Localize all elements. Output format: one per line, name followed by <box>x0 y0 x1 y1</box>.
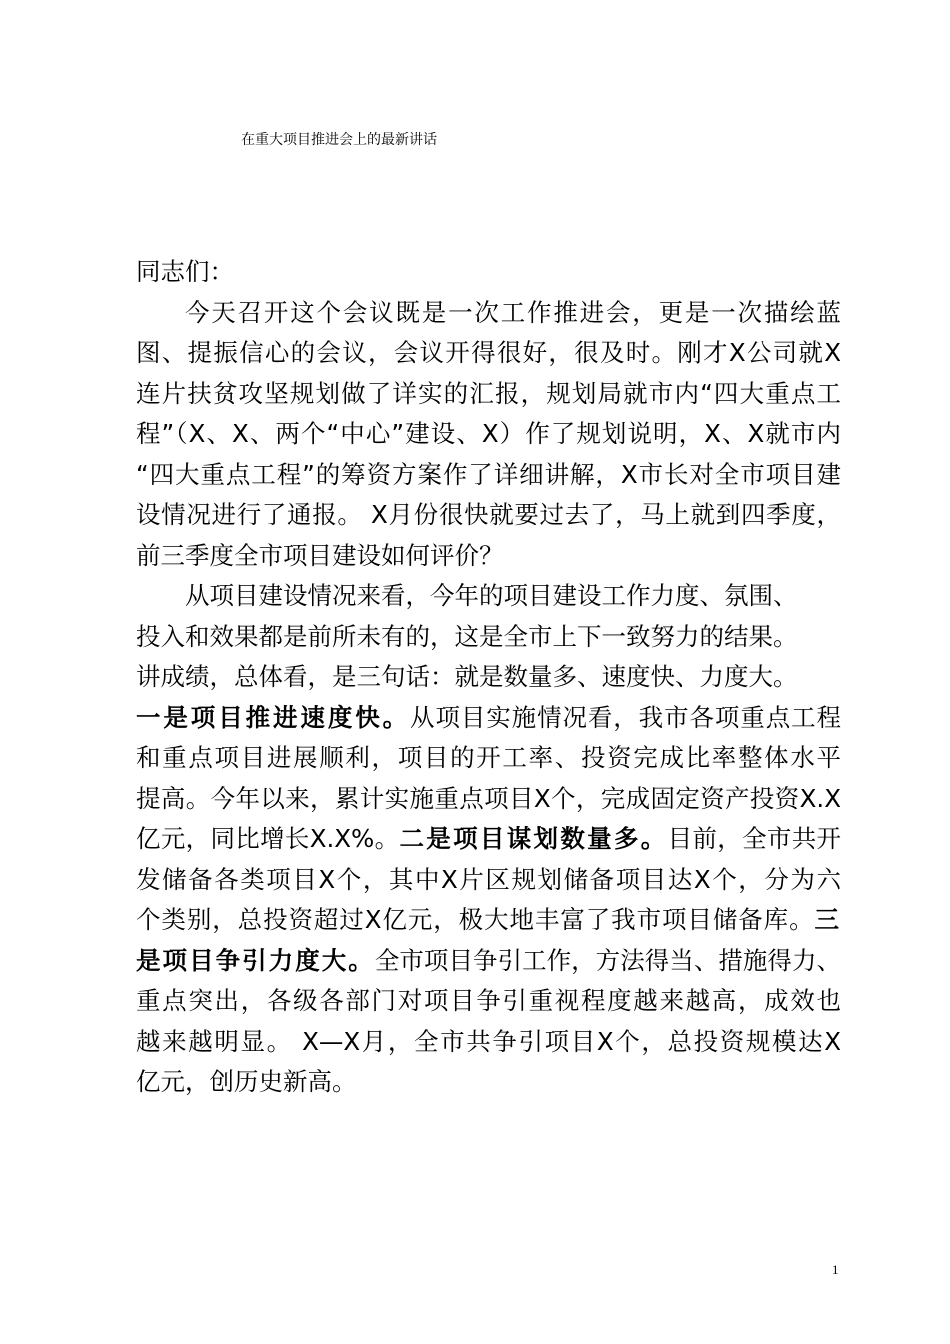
line-text: 亿元，创历史新高。 <box>136 1067 357 1096</box>
page-number: 1 <box>832 1262 839 1277</box>
line-text: 同志们： <box>136 257 234 286</box>
paragraph-line <box>136 779 841 820</box>
paragraph-line <box>136 1022 841 1063</box>
line-text: 重点突出，各级各部门对项目争引重视程度越来越高，成效也 <box>136 986 841 1015</box>
line-text: 目前，全市共开 <box>667 824 842 853</box>
line-text: 提高。今年以来，累计实施重点项目X个，完成固定资产投资X.X <box>136 783 841 813</box>
paragraph-line <box>136 1062 841 1103</box>
line-text: 从项目建设情况来看，今年的项目建设工作力度、氛围、 <box>185 581 798 610</box>
line-text: 个类别，总投资超过X亿元，极大地丰富了我市项目储备库。 <box>136 905 815 934</box>
paragraph-line <box>136 819 841 860</box>
line-text: “四大重点工程”的筹资方案作了详细讲解，X市长对全市项目建 <box>136 459 841 489</box>
paragraph-line <box>136 738 841 779</box>
line-text: 设情况进行了通报。 X月份很快就要过去了，马上就到四季度， <box>136 500 841 529</box>
line-text: 程”（X、X、两个“中心”建设、X）作了规划说明，X、X就市内 <box>136 419 841 448</box>
paragraph-line <box>136 900 841 941</box>
line-text: 投入和效果都是前所未有的，这是全市上下一致努力的结果。 <box>136 621 798 651</box>
paragraph-line <box>136 617 841 658</box>
emphasis-heading: 是项目争引力度大。 <box>136 945 375 975</box>
paragraph-line <box>136 576 841 617</box>
paragraph-line <box>136 293 841 334</box>
line-text: 讲成绩，总体看，是三句话：就是数量多、速度快、力度大。 <box>136 662 798 691</box>
line-text: 连片扶贫攻坚规划做了详实的汇报，规划局就市内“四大重点工 <box>136 378 841 408</box>
line-text: 亿元，同比增长X.X%。 <box>136 824 400 853</box>
emphasis-heading: 三 <box>814 905 841 934</box>
paragraph-line <box>136 495 841 536</box>
emphasis-heading: 一是项目推进速度快。 <box>136 702 411 732</box>
line-text: 从项目实施情况看，我市各项重点工程 <box>410 702 842 732</box>
emphasis-heading: 二是项目谋划数量多。 <box>399 824 668 853</box>
greeting-line <box>136 252 841 293</box>
paragraph-line <box>136 455 841 496</box>
line-text: 全市项目争引工作，方法得当、措施得力、 <box>374 945 842 975</box>
speech-body <box>136 252 841 1103</box>
paragraph-line <box>136 860 841 901</box>
paragraph-line <box>136 657 841 698</box>
line-text: 今天召开这个会议既是一次工作推进会，更是一次描绘蓝 <box>185 297 841 327</box>
header-title: 在重大项目推进会上的最新讲话 <box>241 132 437 148</box>
paragraph-line <box>136 374 841 415</box>
line-text: 图、提振信心的会议，会议开得很好，很及时。刚才X公司就X <box>136 338 841 367</box>
paragraph-line <box>136 414 841 455</box>
line-text: 和重点项目进展顺利，项目的开工率、投资完成比率整体水平 <box>136 743 841 772</box>
paragraph-line <box>136 333 841 374</box>
line-text: 前三季度全市项目建设如何评价？ <box>136 540 504 570</box>
paragraph-line <box>136 698 841 739</box>
paragraph-line <box>136 981 841 1022</box>
paragraph-line <box>136 941 841 982</box>
line-text: 发储备各类项目X个，其中X片区规划储备项目达X个，分为六 <box>136 864 841 894</box>
paragraph-line <box>136 536 841 577</box>
line-text: 越来越明显。 X—X月，全市共争引项目X个，总投资规模达X <box>136 1026 841 1056</box>
